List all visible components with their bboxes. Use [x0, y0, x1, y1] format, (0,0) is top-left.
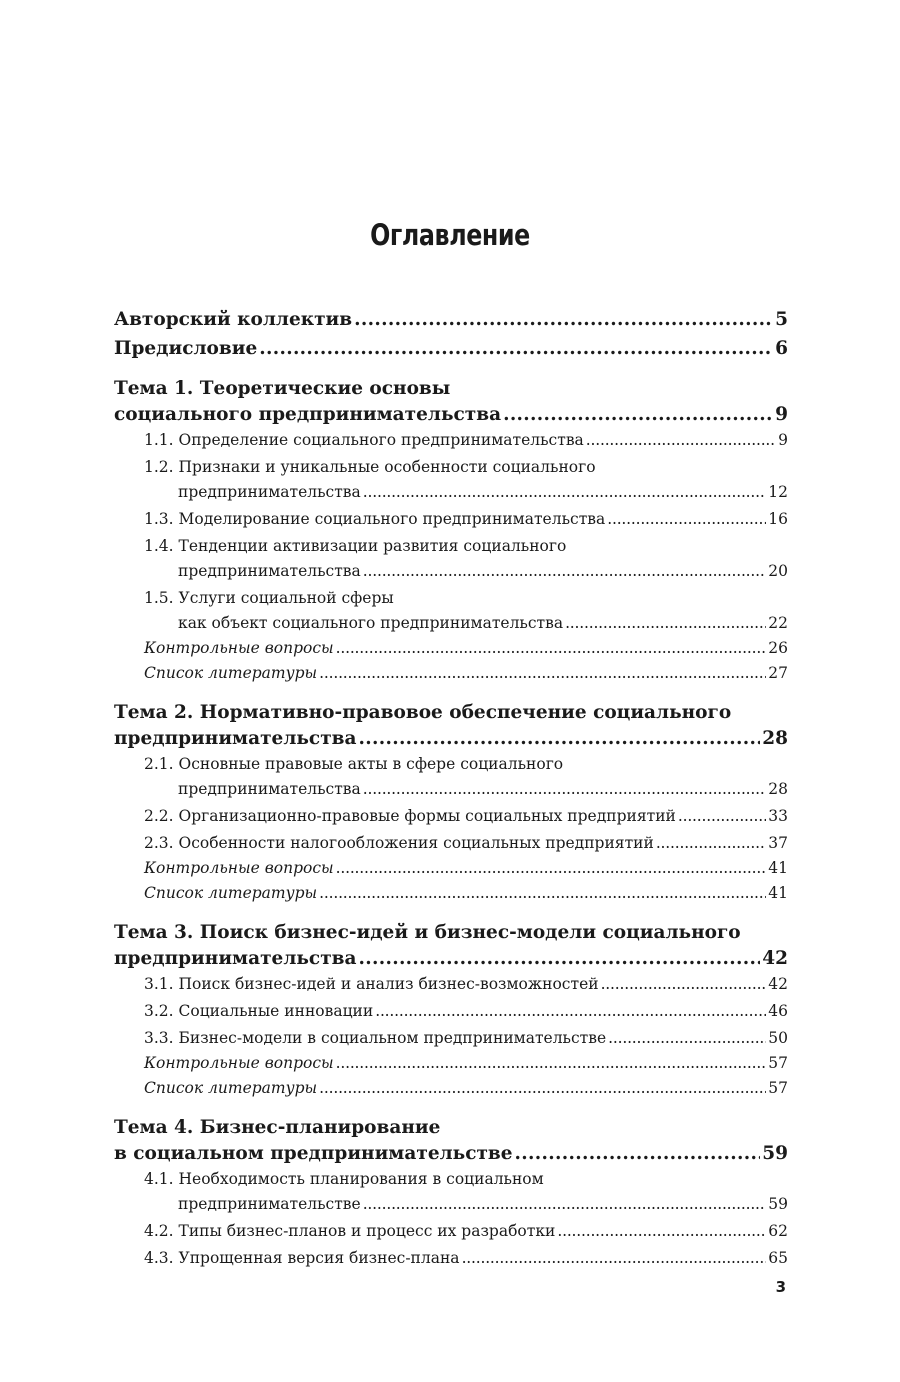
toc-subentry-page: 26 — [768, 639, 788, 657]
toc-subentry-2-2[interactable] — [114, 804, 788, 829]
toc-subentry-1-2[interactable] — [114, 455, 788, 505]
toc-entry-title-cont: предпринимательства — [114, 948, 357, 969]
toc-entry-topic-2[interactable] — [114, 700, 788, 752]
toc-entry-page: 6 — [775, 338, 788, 359]
leader-dots — [336, 1051, 767, 1076]
toc-entry-title: Предисловие — [114, 338, 258, 359]
toc-subentry-title: Список литературы — [144, 1079, 318, 1097]
toc-entry-page: 9 — [775, 404, 788, 425]
toc-entry-authors[interactable] — [114, 307, 788, 333]
toc-subentry-page: 57 — [768, 1079, 788, 1097]
toc-subentry-page: 65 — [768, 1249, 788, 1267]
toc-subentry-title: 3.2. Социальные инновации — [144, 1002, 374, 1020]
toc-subentry-page: 12 — [768, 483, 788, 501]
toc-subentry-page: 42 — [768, 975, 788, 993]
toc-subentry-3-2[interactable] — [114, 999, 788, 1024]
toc-subentry-title: 3.3. Бизнес-модели в социальном предпринимательстве — [144, 1029, 607, 1047]
leader-dots — [656, 831, 766, 856]
toc-subentry-title-cont: предпринимательства — [178, 562, 361, 580]
toc-entry-title: Авторский коллектив — [114, 309, 353, 330]
toc-subentry-title-cont: предпринимательства — [178, 780, 361, 798]
leader-dots — [319, 881, 766, 906]
toc-subentry-2-1[interactable] — [114, 752, 788, 802]
toc-subentry-title: 2.3. Особенности налогообложения социальных предприятий — [144, 834, 654, 852]
toc-subentry-4-1[interactable] — [114, 1167, 788, 1217]
leader-dots — [363, 1192, 767, 1217]
toc-subentry-title: 2.1. Основные правовые акты в сфере социального — [144, 755, 564, 773]
toc-subentry-title: Список литературы — [144, 664, 318, 682]
toc-subentry-1-4[interactable] — [114, 534, 788, 584]
toc-entry-title-cont: предпринимательства — [114, 728, 357, 749]
toc-subentry-title: 1.4. Тенденции активизации развития социального — [144, 537, 567, 555]
leader-dots — [354, 307, 773, 333]
toc-subentry-page: 59 — [768, 1195, 788, 1213]
toc-subentry-page: 20 — [768, 562, 788, 580]
toc-subentry-page: 27 — [768, 664, 788, 682]
toc-subentry-3-literature[interactable] — [114, 1076, 788, 1101]
leader-dots — [503, 402, 773, 428]
toc-subentry-4-2[interactable] — [114, 1219, 788, 1244]
toc-subentry-title: 4.1. Необходимость планирования в социальном — [144, 1170, 544, 1188]
toc-subentry-title: Список литературы — [144, 884, 318, 902]
toc-subentry-title-cont: предпринимательстве — [178, 1195, 361, 1213]
toc-subentry-2-3[interactable] — [114, 831, 788, 856]
toc-subentry-page: 62 — [768, 1222, 788, 1240]
toc-subentry-3-questions[interactable] — [114, 1051, 788, 1076]
toc-subentry-title: 2.2. Организационно-правовые формы социальных предприятий — [144, 807, 676, 825]
toc-subentry-title-cont: как объект социального предпринимательства — [178, 614, 564, 632]
leader-dots — [319, 661, 766, 686]
toc-entry-title: Тема 2. Нормативно-правовое обеспечение социального — [114, 702, 732, 723]
toc-entry-topic-4[interactable] — [114, 1115, 788, 1167]
leader-dots — [608, 1026, 766, 1051]
toc-subentry-title-cont: предпринимательства — [178, 483, 361, 501]
toc-subentry-page: 50 — [768, 1029, 788, 1047]
toc-subentry-page: 41 — [768, 884, 788, 902]
toc-subentry-title: 1.1. Определение социального предпринимательства — [144, 431, 584, 449]
toc-subentry-title: 4.3. Упрощенная версия бизнес-плана — [144, 1249, 460, 1267]
leader-dots — [462, 1246, 767, 1271]
leader-dots — [678, 804, 766, 829]
leader-dots — [336, 856, 767, 881]
page-number: 3 — [775, 1278, 786, 1296]
leader-dots — [515, 1141, 761, 1167]
toc-subentry-title: Контрольные вопросы — [144, 639, 334, 657]
toc-subentry-3-1[interactable] — [114, 972, 788, 997]
toc-entry-title: Тема 1. Теоретические основы — [114, 378, 451, 399]
toc-subentry-1-literature[interactable] — [114, 661, 788, 686]
toc-subentry-1-1[interactable] — [114, 428, 788, 453]
toc-subentry-page: 46 — [768, 1002, 788, 1020]
leader-dots — [363, 480, 766, 505]
leader-dots — [259, 336, 773, 362]
page-title: Оглавление — [370, 218, 530, 252]
toc-subentry-page: 33 — [768, 807, 788, 825]
toc-subentry-page: 9 — [778, 431, 788, 449]
toc-subentry-page: 57 — [768, 1054, 788, 1072]
toc-entry-page: 42 — [762, 948, 788, 969]
toc-subentry-4-3[interactable] — [114, 1246, 788, 1271]
leader-dots — [319, 1076, 766, 1101]
leader-dots — [363, 777, 766, 802]
leader-dots — [601, 972, 767, 997]
toc-subentry-title: 1.2. Признаки и уникальные особенности социального — [144, 458, 596, 476]
toc-entry-title-cont: в социальном предпринимательстве — [114, 1143, 513, 1164]
leader-dots — [607, 507, 766, 532]
leader-dots — [557, 1219, 766, 1244]
leader-dots — [375, 999, 766, 1024]
toc-subentry-3-3[interactable] — [114, 1026, 788, 1051]
toc-subentry-1-3[interactable] — [114, 507, 788, 532]
toc-subentry-1-questions[interactable] — [114, 636, 788, 661]
toc-subentry-title: Контрольные вопросы — [144, 859, 334, 877]
toc-subentry-page: 28 — [768, 780, 788, 798]
toc-entry-title: Тема 3. Поиск бизнес-идей и бизнес-модели социального — [114, 922, 741, 943]
toc-subentry-page: 16 — [768, 510, 788, 528]
leader-dots — [586, 428, 776, 453]
leader-dots — [565, 611, 766, 636]
toc-entry-title: Тема 4. Бизнес-планирование — [114, 1117, 441, 1138]
toc-subentry-1-5[interactable] — [114, 586, 788, 636]
toc-subentry-page: 22 — [768, 614, 788, 632]
toc-entry-page: 59 — [762, 1143, 788, 1164]
toc-entry-topic-1[interactable] — [114, 376, 788, 428]
toc-subentry-title: 3.1. Поиск бизнес-идей и анализ бизнес-возможностей — [144, 975, 599, 993]
toc-subentry-title: 1.3. Моделирование социального предпринимательства — [144, 510, 606, 528]
leader-dots — [336, 636, 767, 661]
toc-entry-page: 5 — [775, 309, 788, 330]
leader-dots — [359, 726, 761, 752]
toc-subentry-page: 41 — [768, 859, 788, 877]
leader-dots — [359, 946, 761, 972]
table-of-contents — [114, 307, 788, 1271]
toc-entry-topic-3[interactable] — [114, 920, 788, 972]
toc-subentry-title: 1.5. Услуги социальной сферы — [144, 589, 394, 607]
toc-subentry-page: 37 — [768, 834, 788, 852]
toc-subentry-title: 4.2. Типы бизнес-планов и процесс их разработки — [144, 1222, 556, 1240]
toc-entry-preface[interactable] — [114, 336, 788, 362]
toc-entry-title-cont: социального предпринимательства — [114, 404, 502, 425]
leader-dots — [363, 559, 766, 584]
toc-subentry-2-literature[interactable] — [114, 881, 788, 906]
toc-subentry-2-questions[interactable] — [114, 856, 788, 881]
toc-subentry-title: Контрольные вопросы — [144, 1054, 334, 1072]
toc-entry-page: 28 — [762, 728, 788, 749]
